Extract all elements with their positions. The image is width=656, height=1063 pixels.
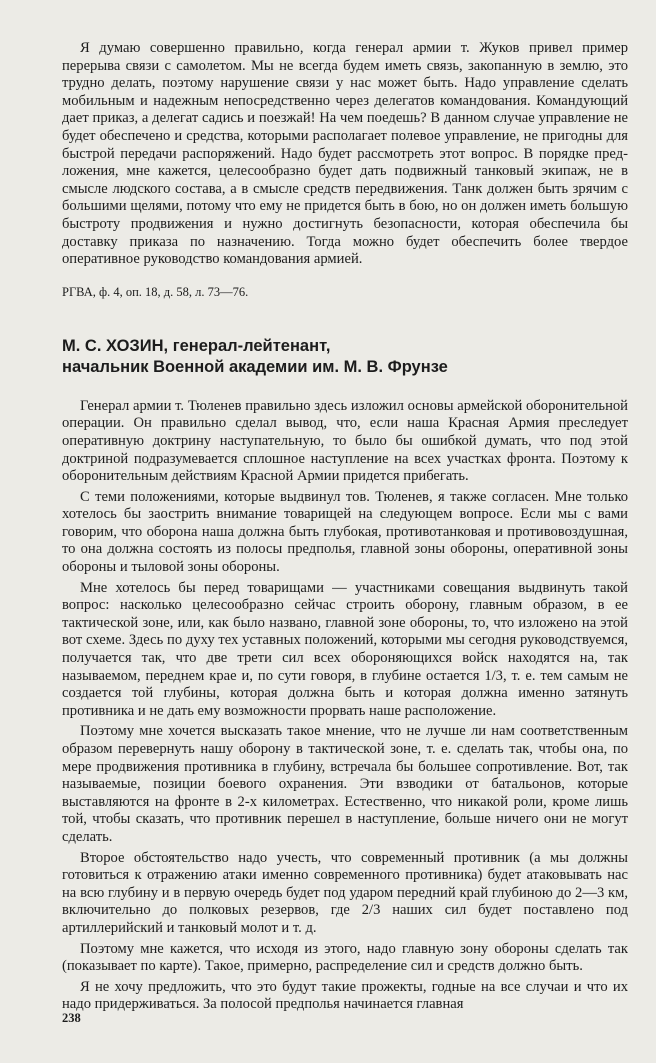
- speech-paragraph: Поэтому мне хочется высказать такое мнение, что не лучше ли нам соответственным образом перевернуть нашу оборону в тактической зоне, т. е. сделать так, чтобы она, по мере продвижения противника в глубину, встречала бы большее сопротивление. Вот, так называемые, позиции боевого охранения. Эти взводики от батальонов, которые выставляются на фронте в 2-х километрах. Естественно, что никакой роли, кроме лишь той, чтобы сказать, что противник перешел в наступление, больше ничего они не могут сделать.: [62, 723, 628, 845]
- speaker-name-line: М. С. ХОЗИН, генерал-лейтенант,: [62, 336, 331, 355]
- page-number: 238: [62, 1011, 81, 1025]
- speech-paragraph: С теми положениями, которые выдвинул тов. Тюленев, я также согласен. Мне только хотелось бы заострить внимание товарищей на следующем вопросе. Если мы с вами говорим, что оборона наша должна быть глубокая, противотанковая и противовоздушная, то она должна состоять из полосы предполья, главной зоны обороны, оперативной зоны обороны и тыловой зоны обороны.: [62, 488, 628, 576]
- speech-body: [62, 398, 628, 1014]
- speech-paragraph: Я не хочу предложить, что это будут такие прожекты, годные на все случаи и что их надо придерживаться. За полосой предполья начинается главная: [62, 978, 628, 1013]
- speaker-heading: [62, 336, 628, 378]
- speech-paragraph: Мне хотелось бы перед товарищами — участниками совещания выдвинуть такой вопрос: насколько целесообразно сейчас строить оборону, главным образом, в ее тактической зоне, или, как было названо, главной зоне обороны, то, что изложено на этой вот схеме. Здесь по духу тех уставных положений, которыми мы сегодня руководствуемся, получается так, что две трети сил всех обороняющихся войск находятся на, так называемом, переднем крае и, по сути говоря, в глубине остается 1/3, т. е. тем самым не создается той глубины, которая должна быть и которая должна именно затянуть противника и не дать ему возможности прорвать наше расположение.: [62, 579, 628, 719]
- speech-paragraph: Поэтому мне кажется, что исходя из этого, надо главную зону обороны сделать так (показывает по карте). Такое, примерно, распределение сил и средств должно быть.: [62, 940, 628, 975]
- speaker-position-line: начальник Военной академии им. М. В. Фрунзе: [62, 357, 448, 376]
- archive-source-reference: РГВА, ф. 4, оп. 18, д. 58, л. 73—76.: [62, 284, 249, 299]
- speech-paragraph: Генерал армии т. Тюленев правильно здесь изложил основы армейской оборонительной операции. Он правильно сделал вывод, что, если наша Красная Армия преследует оперативную доктрину наступательную, то было бы ошибкой думать, что под этой доктриной подразумевается сплошное наступление на всех участках фронта. Поэтому к оборонительным действиям Красной Армии придется прибегать.: [62, 397, 628, 485]
- intro-paragraph: Я думаю совершенно правильно, когда генерал армии т. Жуков привел пример перерыва связи с самолетом. Мы не всегда будем иметь связь, закопанную в землю, это трудно делать, поэтому нарушение связи у нас может быть. Надо управление сделать мобильным и надежным непосредственно через делегатов командования. Командующий дает приказ, а делегат садись и поезжай! На чем поедешь? В данном случае управление не будет обеспечено и средства, которыми располагает полевое управление, не пригодны для быстрой передачи распоряжений. Надо будет рассмотреть этот вопрос. В порядке предложения, мне кажется, целесообразно будет дать подвижный танковый экипаж, не в смысле людского состава, а в смысле средств передвижения. Танк должен быть зрячим с большими щелями, потому что ему не придется быть в бою, но он должен иметь большую быстроту продвижения и нужно достигнуть безопасности, которая обеспечила бы доставку приказа по назначению. Тогда можно будет обеспечить более твердое оперативное руководство командования армией.: [62, 40, 628, 268]
- speech-paragraph: Второе обстоятельство надо учесть, что современный противник (а мы должны готовиться к отражению атаки именно современного противника) будет атаковывать нас на всю глубину и в первую очередь будет под ударом передний край глубиною до 2—3 км, включительно до полковых резервов, где 2/3 наших сил будет поставлено под артиллерийский и танковый молот и т. д.: [62, 849, 628, 936]
